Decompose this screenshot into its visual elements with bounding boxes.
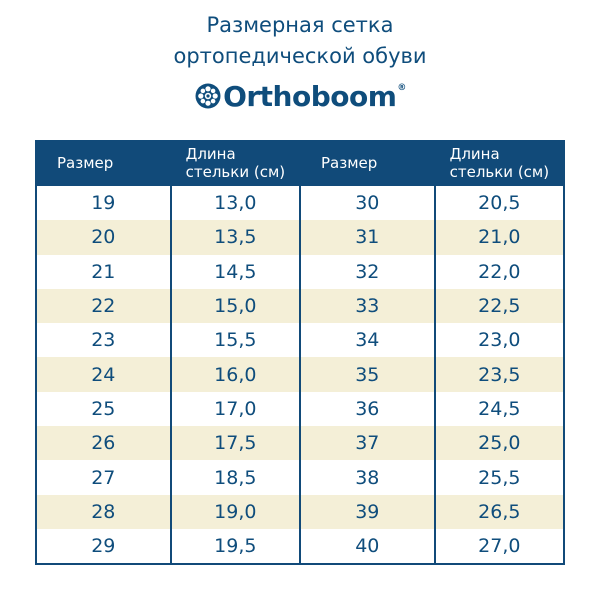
title-line-2: ортопедической обуви [173,44,427,68]
size-cell: 20 [36,220,171,254]
size-cell: 34 [300,323,435,357]
insole-length-cell: 27,0 [435,529,564,564]
table-row [36,323,564,357]
size-cell: 23 [36,323,171,357]
size-cell: 19 [36,185,171,220]
brand-logo [0,78,600,114]
insole-length-cell: 15,0 [171,289,300,323]
size-cell: 36 [300,392,435,426]
size-cell: 30 [300,185,435,220]
table-row [36,255,564,289]
insole-length-cell: 19,0 [171,495,300,529]
size-cell: 32 [300,255,435,289]
insole-length-cell: 13,0 [171,185,300,220]
column-header-insole-length: Длина стельки (см) [171,141,300,185]
page-header [0,10,600,114]
table-row [36,426,564,460]
table-row [36,495,564,529]
column-header-size: Размер [36,141,171,185]
size-cell: 27 [36,460,171,494]
insole-length-cell: 16,0 [171,357,300,391]
size-chart-table [35,140,565,565]
size-cell: 31 [300,220,435,254]
size-cell: 38 [300,460,435,494]
insole-length-cell: 19,5 [171,529,300,564]
column-header-size: Размер [300,141,435,185]
table-row [36,220,564,254]
insole-length-cell: 17,5 [171,426,300,460]
size-cell: 24 [36,357,171,391]
size-cell: 21 [36,255,171,289]
insole-length-cell: 26,5 [435,495,564,529]
table-header-row [36,141,564,185]
insole-length-cell: 13,5 [171,220,300,254]
orthoboom-flower-icon [194,82,222,110]
insole-length-cell: 25,5 [435,460,564,494]
insole-length-cell: 18,5 [171,460,300,494]
page-title [0,10,600,72]
insole-length-cell: 24,5 [435,392,564,426]
brand-wordmark [194,80,406,113]
insole-length-cell: 17,0 [171,392,300,426]
size-cell: 29 [36,529,171,564]
insole-length-cell: 22,0 [435,255,564,289]
title-line-1: Размерная сетка [206,13,394,37]
size-cell: 33 [300,289,435,323]
size-cell: 40 [300,529,435,564]
table-row [36,392,564,426]
table-row [36,529,564,564]
table-row [36,289,564,323]
insole-length-cell: 22,5 [435,289,564,323]
size-cell: 37 [300,426,435,460]
size-cell: 26 [36,426,171,460]
column-header-insole-length: Длина стельки (см) [435,141,564,185]
size-cell: 39 [300,495,435,529]
table-row [36,357,564,391]
insole-length-cell: 21,0 [435,220,564,254]
size-cell: 25 [36,392,171,426]
insole-length-cell: 23,5 [435,357,564,391]
size-cell: 22 [36,289,171,323]
insole-length-cell: 23,0 [435,323,564,357]
size-cell: 35 [300,357,435,391]
registered-mark: ® [397,83,406,93]
insole-length-cell: 20,5 [435,185,564,220]
insole-length-cell: 15,5 [171,323,300,357]
size-cell: 28 [36,495,171,529]
table-row [36,185,564,220]
brand-name: Orthoboom [223,79,397,113]
insole-length-cell: 25,0 [435,426,564,460]
insole-length-cell: 14,5 [171,255,300,289]
table-body [36,185,564,564]
table-row [36,460,564,494]
